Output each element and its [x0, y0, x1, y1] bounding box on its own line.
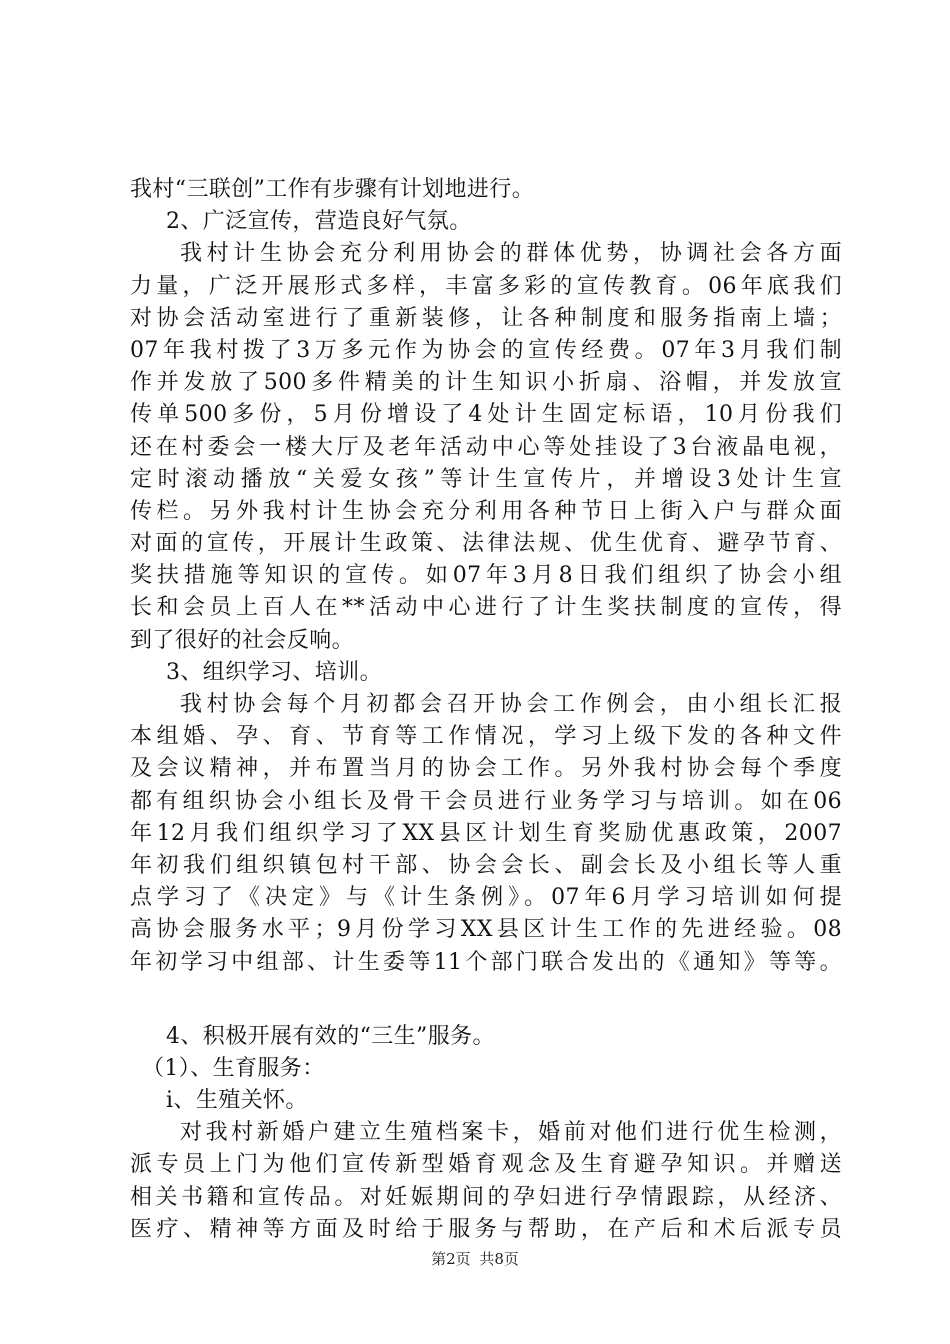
text-line: 本组婚、孕、育、节育等工作情况，学习上级下发的各种文件	[130, 724, 842, 750]
text-line: 还在村委会一楼大厅及老年活动中心等处挂设了3台液晶电视，	[130, 434, 842, 460]
text-line: （1）、生育服务：	[142, 1055, 325, 1081]
paragraph-block-lower	[130, 1021, 842, 1246]
text-line: 07年我村拨了3万多元作为协会的宣传经费。07年3月我们制	[130, 337, 842, 363]
text-line: 4、积极开展有效的“三生”服务。	[166, 1023, 495, 1049]
text-line: 3、组织学习、培训。	[166, 659, 382, 685]
text-line: 传单500多份，5月份增设了4处计生固定标语，10月份我们	[130, 402, 842, 428]
text-line: 相关书籍和宣传品。对妊娠期间的孕妇进行孕情跟踪，从经济、	[130, 1184, 842, 1210]
text-line: 年初学习中组部、计生委等11个部门联合发出的《通知》等等。	[130, 949, 842, 975]
text-line: 奖扶措施等知识的宣传。如07年3月8日我们组织了协会小组	[130, 563, 842, 589]
text-line: 及会议精神，并布置当月的协会工作。另外我村协会每个季度	[130, 756, 842, 782]
text-line: 医疗、精神等方面及时给于服务与帮助，在产后和术后派专员	[130, 1216, 842, 1242]
text-line: 力量，广泛开展形式多样，丰富多彩的宣传教育。06年底我们	[130, 273, 842, 299]
document-body	[130, 174, 842, 1246]
text-line: i、生殖关怀。	[166, 1088, 308, 1114]
page-number-footer: 第2页 共8页	[431, 1250, 519, 1268]
text-line: 年12月我们组织学习了XX县区计划生育奖励优惠政策，2007	[130, 820, 842, 846]
paragraph-gap	[130, 979, 842, 1021]
text-line: 我村“三联创”工作有步骤有计划地进行。	[130, 177, 535, 202]
text-line: 高协会服务水平；9月份学习XX县区计生工作的先进经验。08	[130, 917, 842, 943]
text-line: 年初我们组织镇包村干部、协会会长、副会长及小组长等人重	[130, 852, 842, 878]
text-line: 对协会活动室进行了重新装修，让各种制度和服务指南上墙；	[130, 305, 842, 331]
text-line: 定时滚动播放“关爱女孩”等计生宣传片，并增设3处计生宣	[130, 466, 842, 492]
paragraph-block-upper	[130, 174, 842, 979]
text-line: 到了很好的社会反响。	[130, 627, 355, 653]
text-line: 传栏。另外我村计生协会充分利用各种节日上街入户与群众面	[130, 498, 842, 524]
text-line: 都有组织协会小组长及骨干会员进行业务学习与培训。如在06	[130, 788, 842, 814]
text-line: 我村协会每个月初都会召开协会工作例会，由小组长汇报	[180, 692, 842, 717]
text-line: 派专员上门为他们宣传新型婚育观念及生育避孕知识。并赠送	[130, 1152, 842, 1178]
text-line: 长和会员上百人在**活动中心进行了计生奖扶制度的宣传，得	[130, 595, 842, 621]
text-line: 我村计生协会充分利用协会的群体优势，协调社会各方面	[180, 241, 842, 267]
text-line: 2、广泛宣传，营造良好气氛。	[166, 209, 472, 235]
text-line: 作并发放了500多件精美的计生知识小折扇、浴帽，并发放宣	[130, 370, 842, 396]
text-line: 点学习了《决定》与《计生条例》。07年6月学习培训如何提	[130, 885, 842, 911]
text-line: 对面的宣传，开展计生政策、法律法规、优生优育、避孕节育、	[130, 531, 842, 557]
text-line: 对我村新婚户建立生殖档案卡，婚前对他们进行优生检测，	[180, 1120, 842, 1146]
